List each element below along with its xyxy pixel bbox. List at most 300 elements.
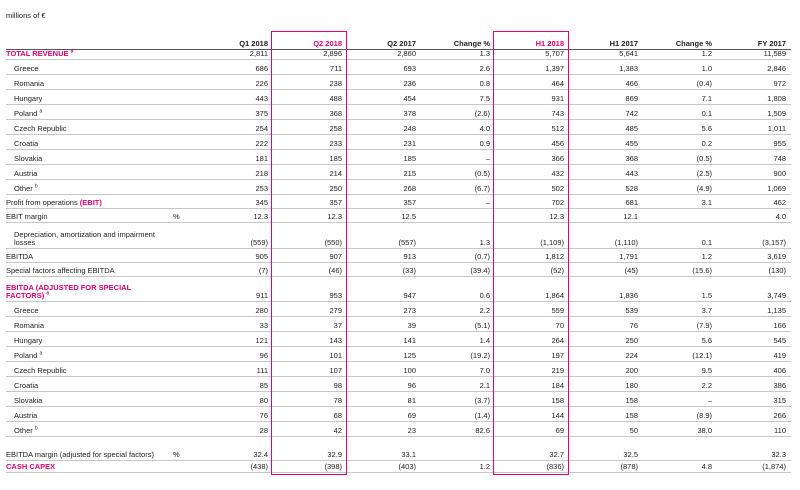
cell-value: 378 — [347, 105, 421, 120]
cell-value: 1,808 — [717, 90, 791, 105]
cell-value: 693 — [347, 60, 421, 75]
table-row — [6, 90, 791, 105]
cell-value: 110 — [717, 422, 791, 437]
cell-value: 907 — [273, 249, 347, 263]
row-label: EBITDA — [6, 249, 169, 263]
cell-value: 375 — [199, 105, 273, 120]
cell-value: 143 — [273, 332, 347, 347]
row-label: Poland $^a$ — [6, 105, 169, 120]
row-label: Czech Republic — [6, 120, 169, 135]
cell-value: 4.0 — [717, 209, 791, 223]
row-label: Profit from operations (EBIT) — [6, 195, 169, 209]
row-label: Czech Republic — [6, 362, 169, 377]
cell-value: 2,860 — [347, 50, 421, 60]
cell-value: (12.1) — [643, 347, 717, 362]
row-unit — [169, 195, 199, 209]
table-row — [6, 195, 791, 209]
cell-value: 3,619 — [717, 249, 791, 263]
cell-value: (3,157) — [717, 223, 791, 249]
column-header: Q2 2018 — [273, 35, 347, 50]
row-label: Greece — [6, 302, 169, 317]
cell-value: 12.3 — [495, 209, 569, 223]
cell-value: (2.6) — [421, 105, 495, 120]
cell-value: 12.1 — [569, 209, 643, 223]
cell-value: 214 — [273, 165, 347, 180]
cell-value: 368 — [569, 150, 643, 165]
cell-value — [643, 209, 717, 223]
cell-value: 28 — [199, 422, 273, 437]
table-row — [6, 209, 791, 223]
row-label: Greece — [6, 60, 169, 75]
cell-value: 238 — [273, 75, 347, 90]
cell-value: 233 — [273, 135, 347, 150]
cell-value: 248 — [347, 120, 421, 135]
cell-value: 488 — [273, 90, 347, 105]
cell-value: (15.6) — [643, 263, 717, 277]
table-row — [6, 60, 791, 75]
row-label: Other $^b$ — [6, 422, 169, 437]
column-header: FY 2017 — [717, 35, 791, 50]
table-row — [6, 422, 791, 437]
cell-value: 900 — [717, 165, 791, 180]
column-header: H1 2018 — [495, 35, 569, 50]
cell-value: 98 — [273, 377, 347, 392]
row-label: Austria — [6, 407, 169, 422]
row-unit — [169, 105, 199, 120]
cell-value: 107 — [273, 362, 347, 377]
cell-value: 2.1 — [421, 377, 495, 392]
cell-value: 386 — [717, 377, 791, 392]
cell-value: (3.7) — [421, 392, 495, 407]
cell-value: (0.7) — [421, 249, 495, 263]
cell-value: 180 — [569, 377, 643, 392]
cell-value: 972 — [717, 75, 791, 90]
cell-value: 2,846 — [717, 60, 791, 75]
cell-value: 345 — [199, 195, 273, 209]
row-unit: % — [169, 209, 199, 223]
row-unit — [169, 60, 199, 75]
row-label: Romania — [6, 317, 169, 332]
table-row — [6, 50, 791, 60]
table-row — [6, 347, 791, 362]
row-unit — [169, 249, 199, 263]
cell-value: 432 — [495, 165, 569, 180]
cell-value: 224 — [569, 347, 643, 362]
cell-value: (1,109) — [495, 223, 569, 249]
table-row — [6, 263, 791, 277]
cell-value: 2.6 — [421, 60, 495, 75]
cell-value: (559) — [199, 223, 273, 249]
cell-value: 2,811 — [199, 50, 273, 60]
cell-value: 185 — [347, 150, 421, 165]
cell-value: (1.4) — [421, 407, 495, 422]
row-label: EBITDA (ADJUSTED FOR SPECIAL FACTORS) $^a$ — [6, 277, 169, 302]
cell-value: 7.0 — [421, 362, 495, 377]
cell-value — [643, 437, 717, 461]
cell-value: 955 — [717, 135, 791, 150]
row-unit — [169, 302, 199, 317]
cell-value: 502 — [495, 180, 569, 195]
row-unit — [169, 120, 199, 135]
cell-value: 1,011 — [717, 120, 791, 135]
table-row — [6, 377, 791, 392]
cell-value: (39.4) — [421, 263, 495, 277]
cell-value: 711 — [273, 60, 347, 75]
table-row — [6, 392, 791, 407]
table-row — [6, 165, 791, 180]
row-label: TOTAL REVENUE $^a$ — [6, 50, 169, 60]
cell-value: 254 — [199, 120, 273, 135]
cell-value: (6.7) — [421, 180, 495, 195]
table-row — [6, 362, 791, 377]
row-unit — [169, 347, 199, 362]
row-unit — [169, 332, 199, 347]
unit-label: millions of € — [6, 11, 46, 20]
row-unit — [169, 377, 199, 392]
table-row — [6, 105, 791, 120]
cell-value: 222 — [199, 135, 273, 150]
row-unit — [169, 150, 199, 165]
cell-value: 76 — [199, 407, 273, 422]
cell-value: 0.1 — [643, 105, 717, 120]
cell-value: – — [643, 392, 717, 407]
cell-value: (2.5) — [643, 165, 717, 180]
cell-value: (550) — [273, 223, 347, 249]
cell-value: (1,874) — [717, 461, 791, 473]
cell-value: 32.4 — [199, 437, 273, 461]
cell-value: – — [421, 150, 495, 165]
cell-value: 681 — [569, 195, 643, 209]
cell-value: 181 — [199, 150, 273, 165]
cell-value: 42 — [273, 422, 347, 437]
cell-value: 78 — [273, 392, 347, 407]
header-unit-blank — [169, 35, 199, 50]
cell-value: 166 — [717, 317, 791, 332]
table-row — [6, 120, 791, 135]
row-unit — [169, 135, 199, 150]
column-header: H1 2017 — [569, 35, 643, 50]
cell-value: 1.2 — [421, 461, 495, 473]
cell-value: 3,749 — [717, 277, 791, 302]
cell-value: 33.1 — [347, 437, 421, 461]
cell-value: 158 — [495, 392, 569, 407]
cell-value: (398) — [273, 461, 347, 473]
row-label: Special factors affecting EBITDA — [6, 263, 169, 277]
cell-value: (46) — [273, 263, 347, 277]
cell-value: 37 — [273, 317, 347, 332]
row-unit — [169, 461, 199, 473]
cell-value: 539 — [569, 302, 643, 317]
cell-value: 68 — [273, 407, 347, 422]
table-row — [6, 75, 791, 90]
cell-value: (557) — [347, 223, 421, 249]
cell-value: 7.1 — [643, 90, 717, 105]
cell-value: 366 — [495, 150, 569, 165]
cell-value: 250 — [273, 180, 347, 195]
cell-value: 5.6 — [643, 120, 717, 135]
cell-value: 1,864 — [495, 277, 569, 302]
cell-value: 443 — [569, 165, 643, 180]
cell-value: 455 — [569, 135, 643, 150]
table-row — [6, 317, 791, 332]
cell-value: (0.4) — [643, 75, 717, 90]
cell-value: 273 — [347, 302, 421, 317]
cell-value: 219 — [495, 362, 569, 377]
cell-value: 1,791 — [569, 249, 643, 263]
cell-value: 1,383 — [569, 60, 643, 75]
cell-value: 215 — [347, 165, 421, 180]
column-header: Q2 2017 — [347, 35, 421, 50]
cell-value: 80 — [199, 392, 273, 407]
table-row — [6, 135, 791, 150]
cell-value: 76 — [569, 317, 643, 332]
row-label: EBIT margin — [6, 209, 169, 223]
cell-value — [421, 209, 495, 223]
cell-value: (0.5) — [643, 150, 717, 165]
cell-value: 869 — [569, 90, 643, 105]
cell-value: (130) — [717, 263, 791, 277]
table-row — [6, 332, 791, 347]
cell-value: 748 — [717, 150, 791, 165]
cell-value: 226 — [199, 75, 273, 90]
cell-value: 3.7 — [643, 302, 717, 317]
cell-value: 111 — [199, 362, 273, 377]
cell-value: (52) — [495, 263, 569, 277]
table-row — [6, 437, 791, 461]
cell-value: 911 — [199, 277, 273, 302]
cell-value: 5,641 — [569, 50, 643, 60]
cell-value: 1,509 — [717, 105, 791, 120]
cell-value: 144 — [495, 407, 569, 422]
row-unit — [169, 165, 199, 180]
row-label: Romania — [6, 75, 169, 90]
cell-value: 686 — [199, 60, 273, 75]
cell-value: 2.2 — [643, 377, 717, 392]
table-row — [6, 223, 791, 249]
cell-value: 185 — [273, 150, 347, 165]
cell-value: 466 — [569, 75, 643, 90]
cell-value: 913 — [347, 249, 421, 263]
cell-value: 905 — [199, 249, 273, 263]
cell-value: 32.7 — [495, 437, 569, 461]
cell-value: 454 — [347, 90, 421, 105]
cell-value: 1.5 — [643, 277, 717, 302]
row-unit — [169, 263, 199, 277]
cell-value: (438) — [199, 461, 273, 473]
row-label: EBITDA margin (adjusted for special factors) — [6, 437, 169, 461]
cell-value: 5,707 — [495, 50, 569, 60]
cell-value: 100 — [347, 362, 421, 377]
cell-value: 456 — [495, 135, 569, 150]
cell-value: (0.5) — [421, 165, 495, 180]
cell-value: 4.8 — [643, 461, 717, 473]
table-row — [6, 180, 791, 195]
column-header: Change % — [643, 35, 717, 50]
cell-value: 200 — [569, 362, 643, 377]
cell-value: 559 — [495, 302, 569, 317]
cell-value — [421, 437, 495, 461]
cell-value: 23 — [347, 422, 421, 437]
row-unit — [169, 180, 199, 195]
cell-value: 368 — [273, 105, 347, 120]
cell-value: 528 — [569, 180, 643, 195]
cell-value: 141 — [347, 332, 421, 347]
row-label: CASH CAPEX — [6, 461, 169, 473]
cell-value: 462 — [717, 195, 791, 209]
cell-value: (4.9) — [643, 180, 717, 195]
cell-value: 4.0 — [421, 120, 495, 135]
row-label: Hungary — [6, 332, 169, 347]
cell-value: 1,812 — [495, 249, 569, 263]
financial-table — [6, 35, 791, 473]
cell-value: 947 — [347, 277, 421, 302]
cell-value: 121 — [199, 332, 273, 347]
row-label: Slovakia — [6, 150, 169, 165]
row-unit — [169, 362, 199, 377]
cell-value: 1,836 — [569, 277, 643, 302]
cell-value: 1.2 — [643, 249, 717, 263]
cell-value: 1,135 — [717, 302, 791, 317]
cell-value: (836) — [495, 461, 569, 473]
cell-value: 158 — [569, 392, 643, 407]
table-row — [6, 150, 791, 165]
table-row — [6, 302, 791, 317]
cell-value: 96 — [199, 347, 273, 362]
cell-value: 250 — [569, 332, 643, 347]
cell-value: (7) — [199, 263, 273, 277]
cell-value: 96 — [347, 377, 421, 392]
cell-value: (878) — [569, 461, 643, 473]
row-label: Hungary — [6, 90, 169, 105]
cell-value: (1,110) — [569, 223, 643, 249]
cell-value: 464 — [495, 75, 569, 90]
cell-value: 70 — [495, 317, 569, 332]
cell-value: 280 — [199, 302, 273, 317]
row-label: Croatia — [6, 135, 169, 150]
cell-value: 268 — [347, 180, 421, 195]
row-unit — [169, 317, 199, 332]
row-label: Other $^b$ — [6, 180, 169, 195]
cell-value: 443 — [199, 90, 273, 105]
cell-value: 85 — [199, 377, 273, 392]
cell-value: 266 — [717, 407, 791, 422]
cell-value: 1,069 — [717, 180, 791, 195]
cell-value: 258 — [273, 120, 347, 135]
cell-value: 264 — [495, 332, 569, 347]
cell-value: 236 — [347, 75, 421, 90]
cell-value: 315 — [717, 392, 791, 407]
cell-value: 218 — [199, 165, 273, 180]
header-row — [6, 35, 791, 50]
row-unit — [169, 50, 199, 60]
cell-value: 32.3 — [717, 437, 791, 461]
cell-value: 3.1 — [643, 195, 717, 209]
cell-value: 81 — [347, 392, 421, 407]
cell-value: 1.4 — [421, 332, 495, 347]
cell-value: 101 — [273, 347, 347, 362]
cell-value: 158 — [569, 407, 643, 422]
cell-value: (33) — [347, 263, 421, 277]
cell-value: 9.5 — [643, 362, 717, 377]
table-row — [6, 277, 791, 302]
cell-value: 0.6 — [421, 277, 495, 302]
cell-value: 0.2 — [643, 135, 717, 150]
row-unit: % — [169, 437, 199, 461]
row-unit — [169, 75, 199, 90]
cell-value: 1.3 — [421, 50, 495, 60]
cell-value: 357 — [273, 195, 347, 209]
cell-value: 545 — [717, 332, 791, 347]
table-row — [6, 249, 791, 263]
cell-value: (403) — [347, 461, 421, 473]
cell-value: 406 — [717, 362, 791, 377]
row-unit — [169, 392, 199, 407]
cell-value: (8.9) — [643, 407, 717, 422]
cell-value: 82.6 — [421, 422, 495, 437]
table-row — [6, 407, 791, 422]
cell-value: 32.5 — [569, 437, 643, 461]
cell-value: 7.5 — [421, 90, 495, 105]
cell-value: 33 — [199, 317, 273, 332]
cell-value: 279 — [273, 302, 347, 317]
row-unit — [169, 90, 199, 105]
cell-value: 743 — [495, 105, 569, 120]
cell-value: 50 — [569, 422, 643, 437]
row-unit — [169, 422, 199, 437]
header-blank — [6, 35, 169, 50]
row-unit — [169, 407, 199, 422]
cell-value: 2.2 — [421, 302, 495, 317]
row-label: Depreciation, amortization and impairment losses — [6, 223, 169, 249]
cell-value: 419 — [717, 347, 791, 362]
cell-value: 1,397 — [495, 60, 569, 75]
row-unit — [169, 277, 199, 302]
cell-value: (45) — [569, 263, 643, 277]
cell-value: 0.8 — [421, 75, 495, 90]
cell-value: 0.1 — [643, 223, 717, 249]
cell-value: 1.0 — [643, 60, 717, 75]
cell-value: 931 — [495, 90, 569, 105]
cell-value: 485 — [569, 120, 643, 135]
cell-value: 11,589 — [717, 50, 791, 60]
cell-value: 357 — [347, 195, 421, 209]
row-label: Austria — [6, 165, 169, 180]
cell-value: (5.1) — [421, 317, 495, 332]
cell-value: 702 — [495, 195, 569, 209]
cell-value: 231 — [347, 135, 421, 150]
cell-value: – — [421, 195, 495, 209]
cell-value: 32.9 — [273, 437, 347, 461]
row-label: Poland $^a$ — [6, 347, 169, 362]
cell-value: (19.2) — [421, 347, 495, 362]
table-row — [6, 461, 791, 473]
cell-value: 5.6 — [643, 332, 717, 347]
column-header: Change % — [421, 35, 495, 50]
cell-value: 12.3 — [199, 209, 273, 223]
cell-value: 512 — [495, 120, 569, 135]
cell-value: 1.2 — [643, 50, 717, 60]
cell-value: 69 — [495, 422, 569, 437]
cell-value: 2,896 — [273, 50, 347, 60]
row-unit — [169, 223, 199, 249]
cell-value: 742 — [569, 105, 643, 120]
cell-value: 125 — [347, 347, 421, 362]
cell-value: 953 — [273, 277, 347, 302]
cell-value: 39 — [347, 317, 421, 332]
cell-value: 197 — [495, 347, 569, 362]
cell-value: 1.3 — [421, 223, 495, 249]
cell-value: 253 — [199, 180, 273, 195]
